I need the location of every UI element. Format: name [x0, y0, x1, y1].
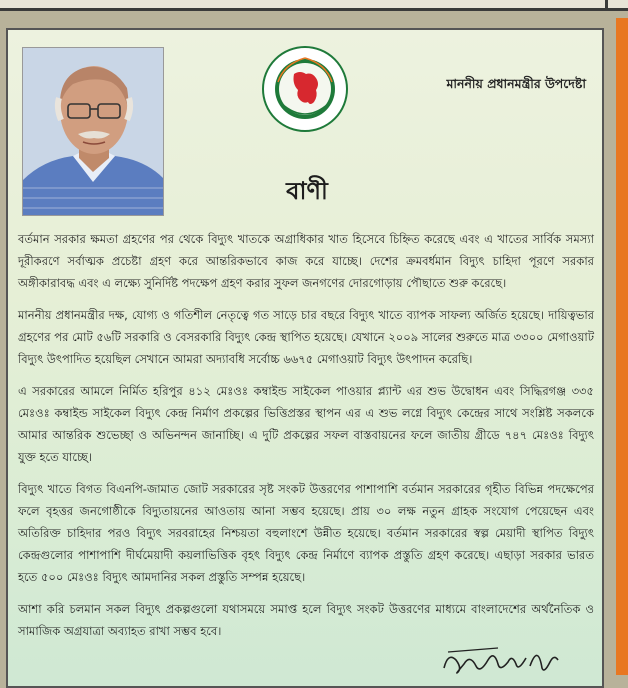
signature [438, 638, 568, 680]
paragraph: আশা করি চলমান সকল বিদ্যুৎ প্রকল্পগুলো যথাসময়ে সমাপ্ত হলে বিদ্যুৎ সংকট উত্তরণের মাধ্যমে বাংলাদেশের অর্থনৈতিক ও সামাজিক অগ্রযাত্রা অব্যাহত রাখা সম্ভব হবে। [18, 602, 594, 638]
government-seal-logo [260, 44, 350, 134]
byline: মাননীয় প্রধানমন্ত্রীর উপদেষ্টা [446, 76, 586, 91]
page-title: বাণী [286, 176, 328, 205]
orange-side-bar [616, 18, 628, 675]
paragraph: বিদ্যুৎ খাতে বিগত বিএনপি-জামাত জোট সরকারের সৃষ্ট সংকট উত্তরণের পাশাপাশি বর্তমান সরকারের গৃহীত বিভিন্ন পদক্ষেপের ফলে বৃহত্তর জনগোষ্ঠীকে বিদ্যুতায়নের আওতায় আনা সম্ভব হয়েছে। প্রায় ৩০ লক্ষ নতুন গ্রাহক সংযোগ পেয়েছেন এবং অতিরিক্ত চাহিদার পরও বিদ্যুৎ সরবরাহের নিশ্চয়তা বহুলাংশে উন্নীত হয়েছে। বর্তমান সরকারের স্বল্প মেয়াদী স্থাপিত বিদ্যুৎ কেন্দ্রগুলোর পাশাপাশি দীর্ঘমেয়াদী কয়লাভিত্তিক বৃহৎ বিদ্যুৎ কেন্দ্র নির্মাণে ব্যাপক প্রস্তুতি গ্রহণ করেছে। এছাড়া সরকার ভারত হতে ৫০০ মেঃওঃ বিদ্যুৎ আমদানির সকল প্রস্তুতি সম্পন্ন হয়েছে। [18, 482, 594, 584]
paragraph: মাননীয় প্রধানমন্ত্রীর দক্ষ, যোগ্য ও গতিশীল নেতৃত্বে গত সাড়ে চার বছরে বিদ্যুৎ খাতে ব্যাপক সাফল্য অর্জিত হয়েছে। দায়িত্বভার গ্রহণের পর মোট ৫৬টি সরকারি ও বেসরকারি বিদ্যুৎ কেন্দ্র স্থাপিত হয়েছে। যেখানে ২০০৯ সালের শুরুতে মাত্র ৩৩০০ মেগাওয়াট বিদ্যুৎ উৎপাদিত হয়েছিল সেখানে আমরা অদ্যাবধি সর্বোচ্চ ৬৬৭৫ মেগাওয়াট বিদ্যুৎ উৎপাদন করেছি। [18, 308, 594, 366]
message-body [18, 228, 594, 652]
paragraph: বর্তমান সরকার ক্ষমতা গ্রহণের পর থেকে বিদ্যুৎ খাতকে অগ্রাধিকার খাত হিসেবে চিহ্নিত করেছে এবং এ খাতের সার্বিক সমস্যা দূরীকরণে সর্বাত্মক প্রচেষ্টা গ্রহণ করে আন্তরিকভাবে কাজ করে যাচ্ছে। দেশের ক্রমবর্ধমান বিদ্যুৎ চাহিদা পূরণে সরকার অঙ্গীকারাবদ্ধ এবং এ লক্ষ্যে সুনির্দিষ্ট পদক্ষেপ গ্রহণ করার সুফল জনগণের দোরগোড়ায় পৌছাতে শুরু করেছে। [18, 232, 594, 290]
message-panel [6, 28, 604, 688]
top-border-edge [605, 0, 608, 8]
top-border-strip [0, 0, 628, 11]
paragraph: এ সরকারের আমলে নির্মিত হরিপুর ৪১২ মেঃওঃ কম্বাইন্ড সাইকেল পাওয়ার প্ল্যান্ট এর শুভ উদ্বোধন এবং সিদ্ধিরগঞ্জ ৩৩৫ মেঃওঃ কম্বাইন্ড সাইকেল বিদ্যুৎ কেন্দ্র নির্মাণ প্রকল্পের ভিত্তিপ্রস্তর স্থাপন এর এ শুভ লগ্নে বিদ্যুৎ কেন্দ্রের সাথে সংশ্লিষ্ট সকলকে আমার আন্তরিক শুভেচ্ছা ও অভিনন্দন জানাচ্ছি। এ দুটি প্রকল্পের সফল বাস্তবায়নের ফলে জাতীয় গ্রীডে ৭৪৭ মেঃওঃ বিদ্যুৎ যুক্ত হতে যাচ্ছে। [18, 384, 594, 464]
